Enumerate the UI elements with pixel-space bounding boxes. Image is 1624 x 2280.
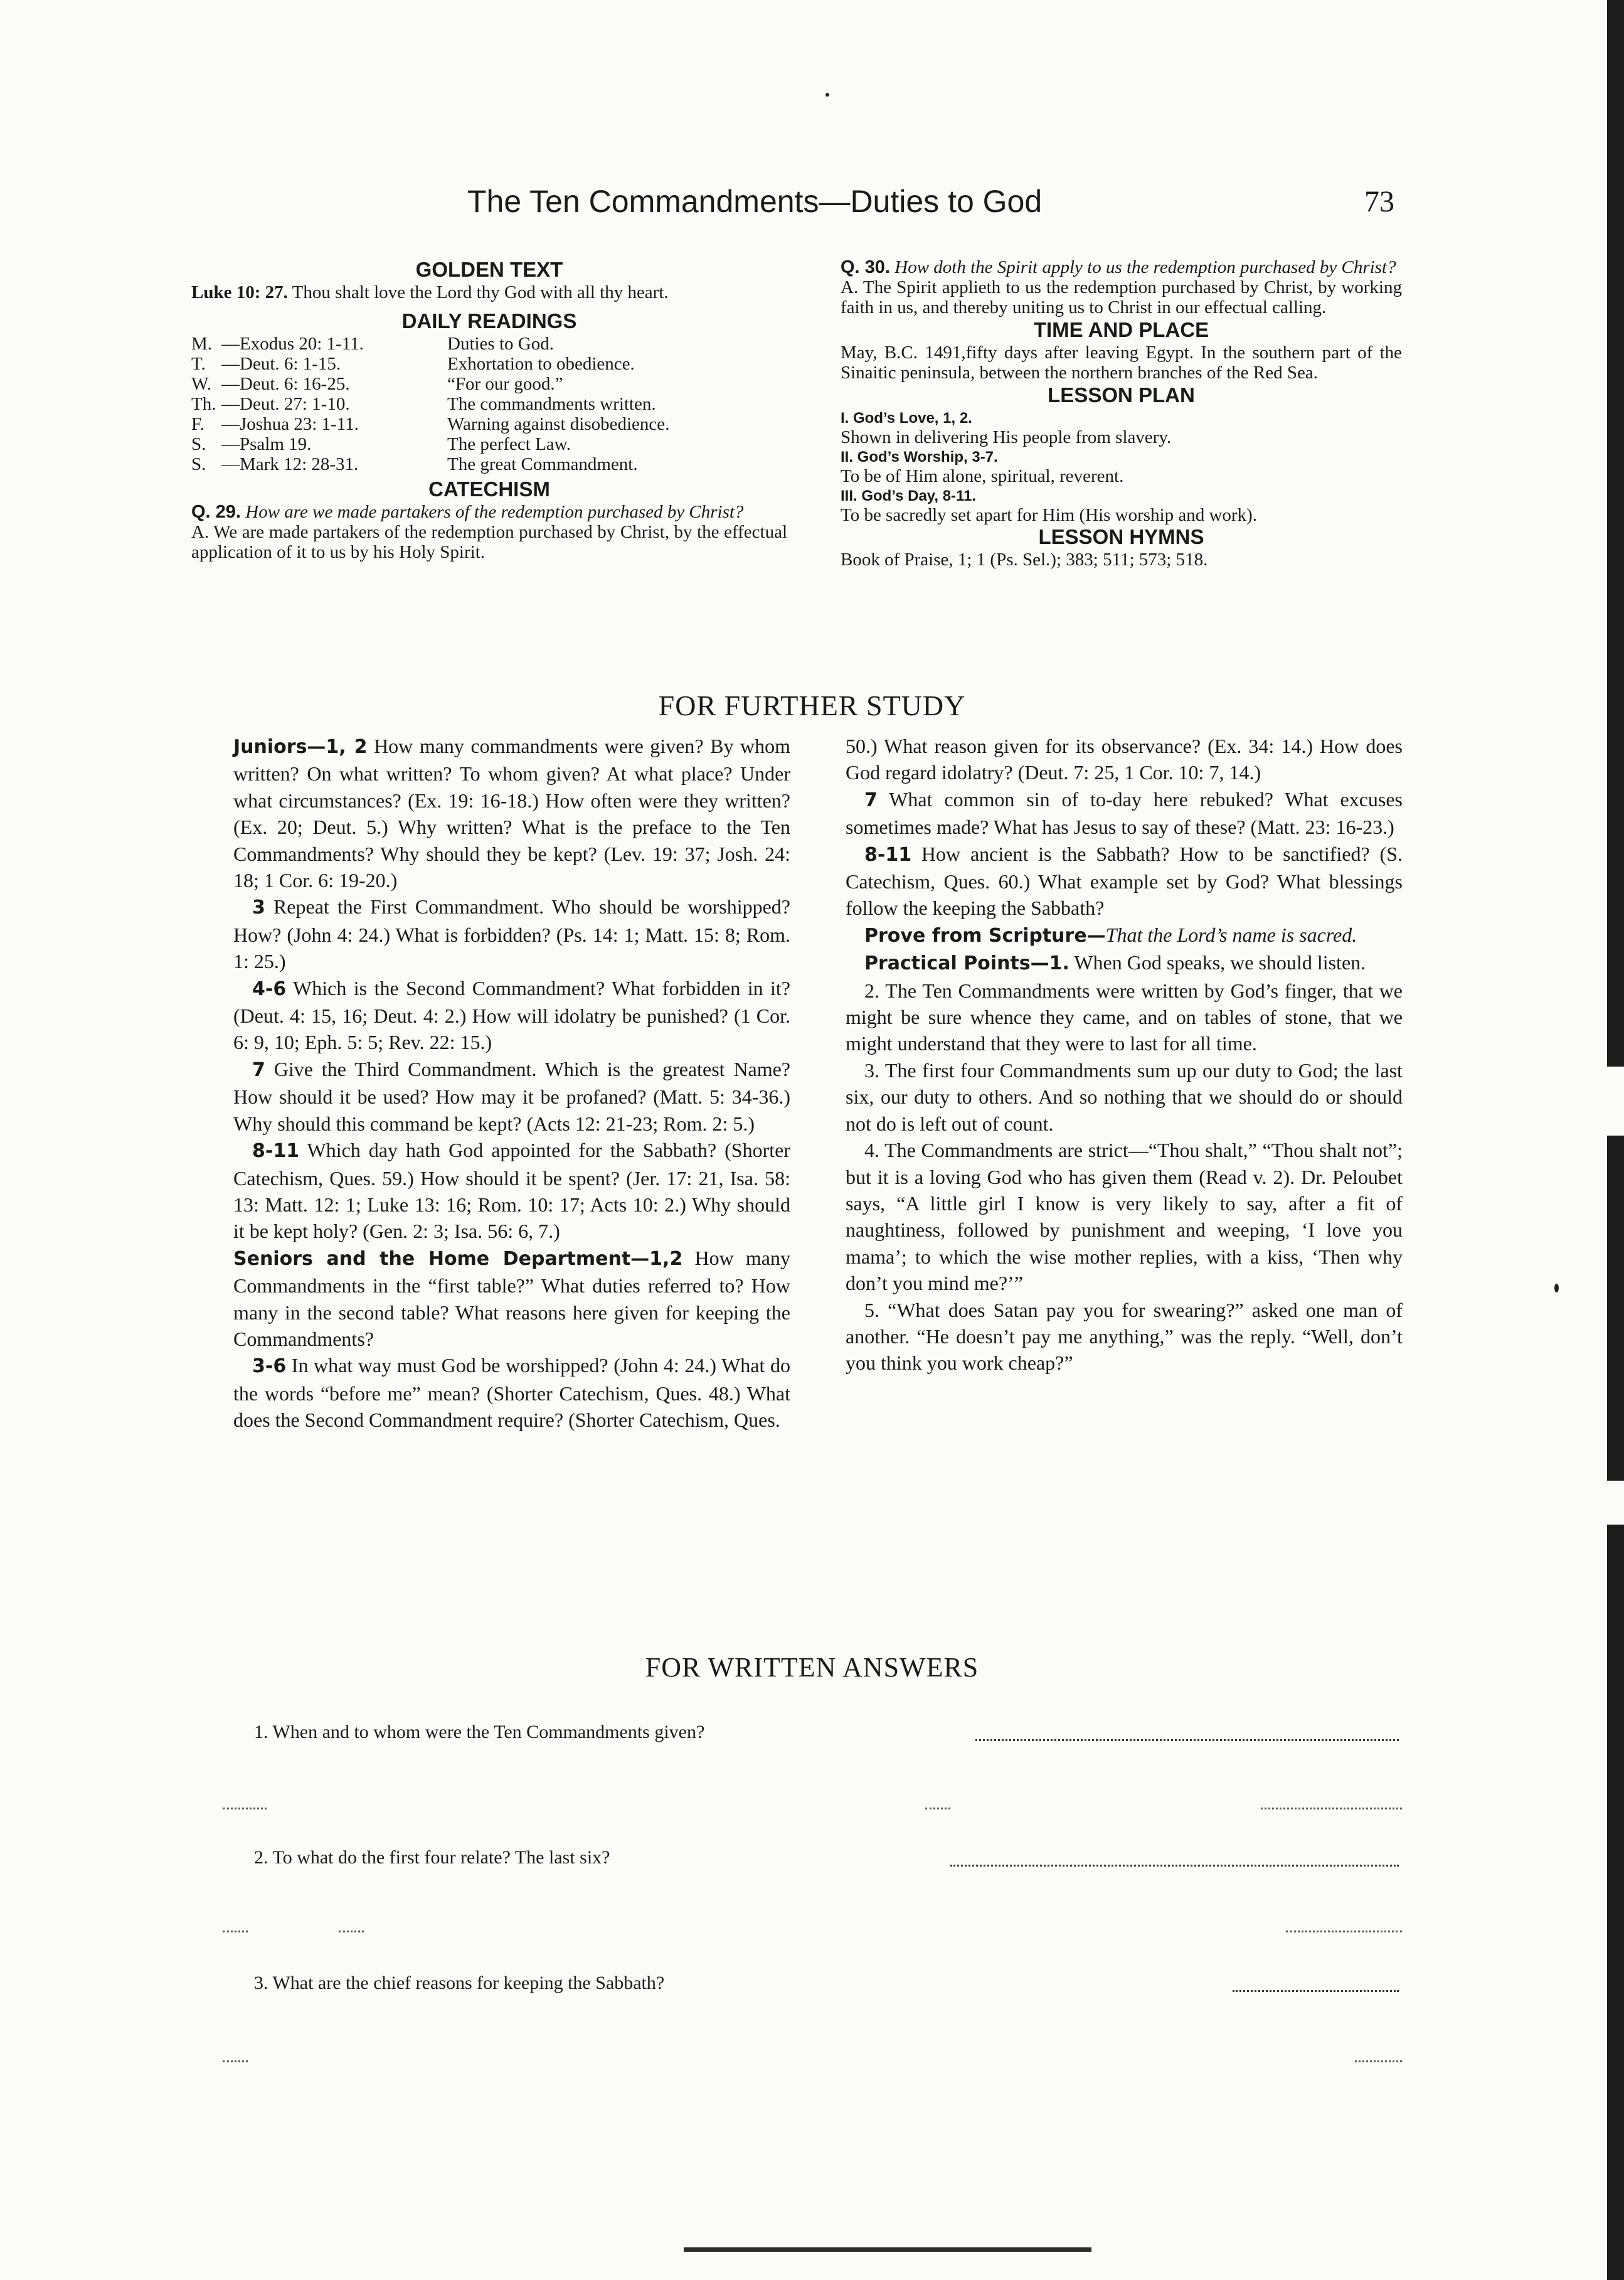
further-study-right-column [846, 733, 1403, 1377]
question-text: How are we made partakers of the redemption purchased by Christ? [245, 502, 744, 522]
answer-line[interactable] [223, 2058, 248, 2062]
daily-readings-heading: DAILY READINGS [401, 309, 577, 333]
reading-day: M. [191, 334, 213, 354]
practical-point: 4. The Commandments are strict—“Thou shalt,” “Thou shalt not”; but it is a loving God who has given them (Read v. 2). Dr. Peloubet says, “A little girl I know is very likely to say, after a fit of naughtiness, followed by punishment and weeping, ‘I love you mama’; to which the wise mother replies, with a kiss, ‘Then why don’t you mind me?’” [846, 1139, 1403, 1295]
prove-from-scripture [846, 922, 1403, 949]
reading-row [191, 334, 787, 354]
answer-line[interactable] [925, 1805, 950, 1809]
study-lead: Juniors—1, 2 [233, 736, 368, 758]
reading-row [191, 414, 787, 434]
reading-day: Th. [191, 394, 216, 414]
reading-row [191, 394, 787, 414]
reading-day: S. [191, 434, 206, 454]
study-lead: 8-11 [864, 843, 912, 866]
lesson-plan-heading: LESSON PLAN [1048, 383, 1195, 407]
study-paragraph [233, 1056, 790, 1137]
study-lead: 4-6 [252, 978, 287, 1000]
study-lead: 7 [864, 789, 878, 811]
reading-description: Warning against disobedience. [447, 414, 670, 434]
study-lead: Seniors and the Home Department—1,2 [233, 1247, 683, 1270]
scan-edge-gap [1607, 1067, 1624, 1136]
written-question-text: 3. What are the chief reasons for keeping the Sabbath? [254, 1973, 665, 1993]
written-question-text: 1. When and to whom were the Ten Commandments given? [254, 1722, 705, 1742]
answer-line[interactable] [339, 1928, 364, 1932]
answer-line[interactable] [223, 1805, 267, 1809]
study-text: In what way must God be worshipped? (John 4: 24.) What do the words “before me” mean? (Shorter Catechism, Ques. 48.) What does the Second Commandment require? (Shorter Catechism, Ques. [233, 1354, 790, 1432]
study-text: Repeat the First Commandment. Who should be worshipped? How? (John 4: 24.) What is forbidden? (Ps. 14: 1; Matt. 15: 8; Rom. 1: 25.) [233, 895, 790, 973]
reading-reference: —Deut. 27: 1-10. [221, 394, 350, 414]
reading-description: The great Commandment. [447, 454, 638, 474]
catechism-question-29 [191, 502, 787, 522]
reading-day: W. [191, 374, 211, 394]
catechism-answer-29: A. We are made partakers of the redemption purchased by Christ, by the effectual application of it to us by his Holy Spirit. [191, 522, 787, 562]
study-lead: Prove from Scripture— [864, 924, 1106, 947]
study-text: When God speaks, we should listen. [1069, 951, 1366, 974]
reading-reference: —Psalm 19. [221, 434, 312, 454]
reading-reference: —Joshua 23: 1-11. [221, 414, 359, 434]
lesson-hymns-text: Book of Praise, 1; 1 (Ps. Sel.); 383; 511; 573; 518. [841, 550, 1208, 570]
study-text: How many Commandments in the “first table?” What duties referred to? How many in the second table? What reasons here given for keeping the Commandments? [233, 1246, 791, 1350]
reading-description: The commandments written. [447, 394, 656, 414]
study-paragraph [846, 786, 1403, 841]
study-lead: 7 [252, 1058, 265, 1081]
further-study-heading: FOR FURTHER STUDY [658, 690, 966, 722]
study-paragraph [233, 1352, 790, 1433]
scan-edge-bar [1607, 0, 1624, 2280]
time-place-text: May, B.C. 1491,fifty days after leaving Egypt. In the southern part of the Sinaitic peninsula, between the northern branches of the Red Sea. [841, 343, 1402, 383]
reading-day: F. [191, 414, 205, 434]
answer-line[interactable] [223, 1928, 248, 1932]
question-text: How doth the Spirit apply to us the redemption purchased by Christ? [894, 257, 1396, 277]
study-paragraph-continued: 50.) What reason given for its observance? (Ex. 34: 14.) How does God regard idolatry? (Deut. 7: 25, 1 Cor. 10: 7, 14.) [846, 735, 1403, 784]
study-text: Which is the Second Commandment? What forbidden in it? (Deut. 4: 15, 16; Deut. 4: 2.) How will idolatry be punished? (1 Cor. 6: 9, 10; Eph. 5: 5; Rev. 22: 15.) [233, 976, 790, 1054]
study-paragraph [233, 893, 790, 974]
reading-description: The perfect Law. [447, 434, 571, 454]
study-paragraph [233, 733, 790, 893]
lesson-plan-item-head: II. God’s Worship, 3-7. [841, 449, 998, 466]
reading-description: Duties to God. [447, 334, 554, 354]
question-number: Q. 29. [191, 502, 241, 522]
lesson-plan-item-head: III. God’s Day, 8-11. [841, 487, 977, 504]
scan-speck [825, 93, 829, 97]
question-number: Q. 30. [841, 257, 890, 277]
answer-line[interactable] [1286, 1928, 1402, 1932]
study-paragraph [846, 841, 1403, 922]
lesson-helps-right-column [841, 257, 1402, 570]
study-lead: Practical Points—1. [864, 952, 1069, 975]
catechism-heading: CATECHISM [428, 477, 550, 501]
study-text: Which day hath God appointed for the Sabbath? (Shorter Catechism, Ques. 59.) How should it be spent? (Jer. 17: 21, Isa. 58: 13: Matt. 12: 1; Luke 13: 16; Rom. 10: 17; Acts 10: 2.) Why should it be kept holy? (Gen. 2: 3; Isa. 56: 6, 7.) [233, 1139, 790, 1243]
lesson-plan-item [841, 447, 1402, 486]
study-lead: 3-6 [252, 1355, 287, 1378]
lesson-plan-item [841, 486, 1402, 525]
reading-row [191, 354, 787, 374]
reading-row [191, 434, 787, 454]
reading-description: Exhortation to obedience. [447, 354, 635, 374]
study-text: Give the Third Commandment. Which is the greatest Name? How should it be used? How may it be profaned? (Matt. 5: 34-36.) Why should this command be kept? (Acts 12: 21-23; Rom. 2: 5.) [233, 1057, 790, 1135]
golden-text-body: Thou shalt love the Lord thy God with all thy heart. [292, 282, 669, 302]
lesson-plan-item-head: I. God’s Love, 1, 2. [841, 410, 972, 427]
page-number: 73 [1364, 185, 1394, 218]
written-question-text: 2. To what do the first four relate? The last six? [254, 1847, 610, 1868]
reading-reference: —Deut. 6: 16-25. [221, 374, 350, 394]
reading-reference: —Mark 12: 28-31. [221, 454, 359, 474]
lesson-hymns-heading: LESSON HYMNS [1038, 525, 1204, 548]
study-lead: 3 [252, 897, 265, 919]
page-title: The Ten Commandments—Duties to God [467, 184, 1043, 219]
practical-points [846, 949, 1403, 977]
catechism-answer-30: A. The Spirit applieth to us the redemption purchased by Christ, by working faith in us, and thereby uniting us to Christ in our effectual calling. [841, 277, 1402, 317]
golden-text-heading: GOLDEN TEXT [415, 258, 563, 281]
scan-edge-gap [1607, 1481, 1624, 1525]
study-paragraph [233, 975, 790, 1056]
lesson-plan-item-text: To be sacredly set apart for Him (His worship and work). [841, 505, 1257, 525]
answer-line[interactable] [1233, 1973, 1399, 1992]
practical-point: 3. The first four Commandments sum up our duty to God; the last six, our duty to others. And so nothing that we should do or should not do is left out of count. [846, 1058, 1403, 1135]
lesson-plan-item-text: Shown in delivering His people from slavery. [841, 427, 1172, 447]
golden-text-reference: Luke 10: 27. [191, 282, 288, 302]
reading-description: “For our good.” [447, 374, 563, 394]
study-paragraph [233, 1245, 790, 1353]
answer-line[interactable] [975, 1722, 1399, 1741]
reading-reference: —Deut. 6: 1-15. [221, 354, 341, 374]
reading-day: T. [191, 354, 206, 374]
further-study-left-column [233, 733, 790, 1434]
lesson-plan-item-text: To be of Him alone, spiritual, reverent. [841, 466, 1124, 486]
page-header [467, 183, 1408, 233]
reading-row [191, 454, 787, 474]
time-place-heading: TIME AND PLACE [1033, 318, 1209, 341]
answer-line[interactable] [1261, 1805, 1402, 1809]
study-text: How many commandments were given? By whom written? On what written? To whom given? At what place? Under what circumstances? (Ex. 19: 16-18.) How often were they written? (Ex. 20; Deut. 5.) Why written? What is the preface to the Ten Commandments? Why should they be kept? (Lev. 19: 37; Josh. 24: 18; 1 Cor. 6: 19-20.) [233, 735, 791, 892]
reading-reference: —Exodus 20: 1-11. [221, 334, 364, 354]
written-question [254, 1847, 1402, 1872]
written-question [254, 1973, 1402, 1998]
written-question [254, 1722, 1402, 1747]
study-text: That the Lord’s name is sacred. [1105, 923, 1357, 946]
lesson-plan-item [841, 408, 1402, 447]
scan-speck [1554, 1284, 1559, 1292]
practical-point: 5. “What does Satan pay you for swearing?” asked one man of another. “He doesn’t pay me anything,” was the reply. “Well, don’t you think you work cheap?” [846, 1298, 1403, 1375]
study-text: What common sin of to-day here rebuked? What excuses sometimes made? What has Jesus to say of these? (Matt. 23: 16-23.) [846, 787, 1403, 839]
catechism-question-30 [841, 257, 1402, 277]
answer-line[interactable] [950, 1847, 1399, 1867]
golden-text [191, 282, 787, 302]
reading-day: S. [191, 454, 206, 474]
practical-point: 2. The Ten Commandments were written by God’s finger, that we might be sure whence they came, and on tables of stone, that we might understand that they were to last for all time. [846, 979, 1403, 1055]
lesson-helps-left-column [191, 257, 787, 562]
study-lead: 8-11 [252, 1140, 300, 1163]
daily-readings-list [191, 334, 787, 474]
reading-row [191, 374, 787, 394]
answer-line[interactable] [1355, 2058, 1402, 2062]
study-paragraph [233, 1137, 790, 1245]
written-answers-heading: FOR WRITTEN ANSWERS [645, 1652, 979, 1683]
study-text: How ancient is the Sabbath? How to be sanctified? (S. Catechism, Ques. 60.) What example set by God? What blessings follow the keeping the Sabbath? [846, 842, 1403, 920]
bottom-rule [684, 2247, 1091, 2252]
